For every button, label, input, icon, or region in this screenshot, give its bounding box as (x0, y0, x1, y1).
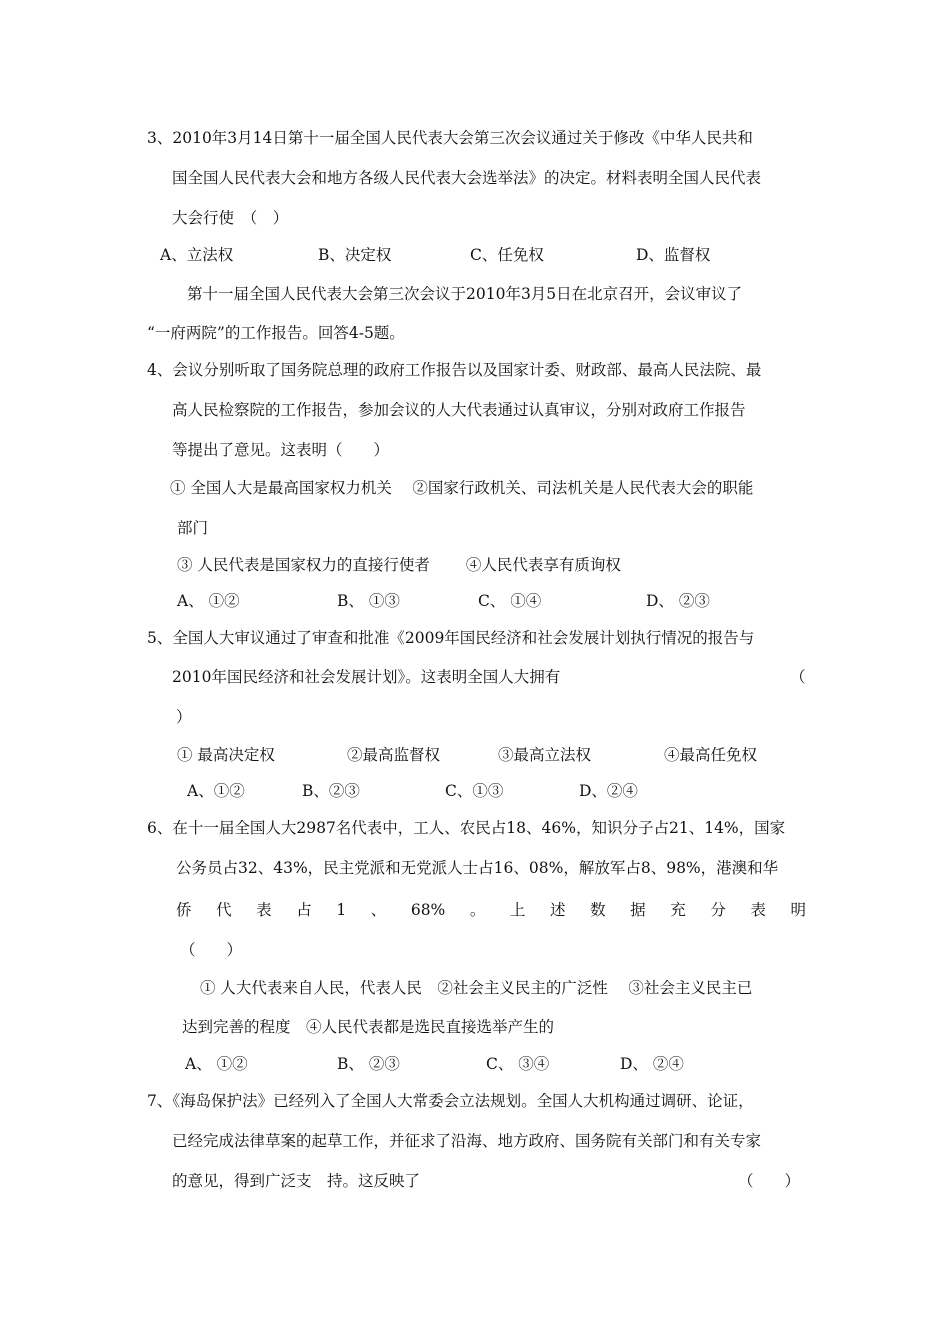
q7-line-1: 7、《海岛保护法》已经列入了全国人大常委会立法规划。全国人大机构通过调研、论证， (147, 1092, 754, 1110)
q6-line-3-word: 。 (469, 901, 486, 919)
q4-item-2: ③ 人民代表是国家权力的直接行使者 ④人民代表享有质询权 (177, 556, 621, 574)
q6-line-3-word: 据 (630, 901, 646, 919)
q5-item-1: ① 最高决定权 (177, 746, 275, 764)
q6-option-b: B、 ②③ (337, 1055, 400, 1073)
q5-item-3: ③最高立法权 (498, 746, 592, 764)
q3-option-d: D、监督权 (636, 246, 711, 264)
q6-line-3-word: 占 (296, 901, 312, 919)
q6-line-3 (176, 900, 806, 920)
q3-option-b: B、决定权 (318, 246, 392, 264)
intro-line-1: 第十一届全国人民代表大会第三次会议于2010年3月5日在北京召开，会议审议了 (187, 285, 743, 303)
q4-option-d: D、 ②③ (646, 592, 710, 610)
q6-line-3-word: 数 (590, 901, 606, 919)
q5-line-2-paren: （ (790, 668, 806, 686)
q3-line-3: 大会行使 （ ） (172, 209, 289, 227)
q5-line-3: ） (176, 708, 192, 726)
q6-line-4: （ ） (180, 941, 243, 959)
q5-option-d: D、②④ (579, 782, 638, 800)
q4-line-1: 4、会议分别听取了国务院总理的政府工作报告以及国家计委、财政部、最高人民法院、最 (147, 361, 762, 379)
q3-line-2: 国全国人民代表大会和地方各级人民代表大会选举法》的决定。材料表明全国人民代表 (172, 169, 762, 187)
q6-item-1-cont: 达到完善的程度 ④人民代表都是选民直接选举产生的 (182, 1018, 555, 1036)
q5-line-1: 5、全国人大审议通过了审查和批准《2009年国民经济和社会发展计划执行情况的报告与 (147, 629, 755, 647)
q5-option-b: B、②③ (302, 782, 360, 800)
q6-line-3-word: 表 (750, 901, 766, 919)
q4-line-2: 高人民检察院的工作报告，参加会议的人大代表通过认真审议，分别对政府工作报告 (172, 401, 746, 419)
q6-item-1: ① 人大代表来自人民，代表人民 ②社会主义民主的广泛性 ③社会主义民主已 (200, 979, 753, 997)
q6-line-3-word: 1 (336, 901, 347, 919)
q6-line-3-word: 明 (790, 901, 806, 919)
q6-line-3-word: 分 (710, 901, 726, 919)
q5-item-2: ②最高监督权 (347, 746, 441, 764)
q7-line-3-paren: （ ） (738, 1172, 801, 1190)
q6-option-c: C、 ③④ (486, 1055, 550, 1073)
q6-line-3-word: 充 (670, 901, 686, 919)
q5-item-4: ④最高任免权 (664, 746, 758, 764)
q6-line-3-word: 、 (370, 901, 387, 919)
q6-line-1: 6、在十一届全国人大2987名代表中，工人、农民占18、46%，知识分子占21、14%，国家 (147, 819, 786, 837)
q5-option-a: A、①② (187, 782, 245, 800)
q6-line-3-word: 表 (256, 901, 272, 919)
q6-line-3-word: 代 (216, 901, 232, 919)
q7-line-3: 的意见，得到广泛支 持。这反映了 (172, 1172, 421, 1190)
q6-line-2: 公务员占32、43%，民主党派和无党派人士占16、08%，解放军占8、98%，港澳和华 (176, 859, 779, 877)
q4-option-c: C、 ①④ (478, 592, 542, 610)
q5-option-c: C、①③ (445, 782, 504, 800)
q3-option-a: A、立法权 (160, 246, 234, 264)
q4-item-1-cont: 部门 (177, 519, 209, 537)
q7-line-2: 已经完成法律草案的起草工作，并征求了沿海、地方政府、国务院有关部门和有关专家 (172, 1132, 762, 1150)
q6-line-3-word: 述 (550, 901, 566, 919)
q4-item-1: ① 全国人大是最高国家权力机关 ②国家行政机关、司法机关是人民代表大会的职能 (170, 479, 754, 497)
q5-line-2: 2010年国民经济和社会发展计划》。这表明全国人大拥有 (172, 668, 561, 686)
intro-line-2: “一府两院”的工作报告。回答4-5题。 (147, 324, 405, 342)
q6-line-3-word: 上 (509, 901, 526, 919)
q6-option-d: D、 ②④ (620, 1055, 684, 1073)
q4-line-3: 等提出了意见。这表明（ ） (172, 441, 390, 459)
q4-option-a: A、 ①② (177, 592, 240, 610)
q4-option-b: B、 ①③ (337, 592, 400, 610)
q3-option-c: C、任免权 (470, 246, 544, 264)
q6-option-a: A、 ①② (185, 1055, 248, 1073)
q6-line-3-word: 68% (410, 901, 446, 919)
q3-line-1: 3、2010年3月14日第十一届全国人民代表大会第三次会议通过关于修改《中华人民共和 (147, 129, 753, 147)
q6-line-3-word: 侨 (176, 901, 192, 919)
